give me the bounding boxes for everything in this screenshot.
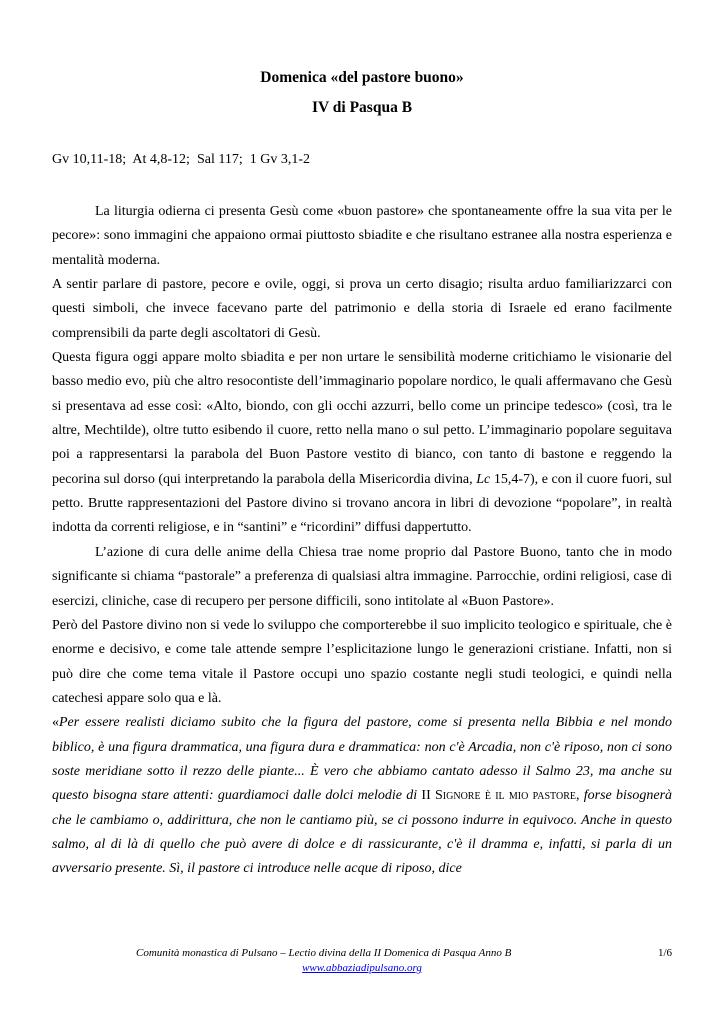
paragraph-3: Questa figura oggi appare molto sbiadita e per non urtare le sensibilità moderne critichiamo le visionarie del basso medio evo, più che altro resocontiste dell’immaginario popolare nordico, le quali affermavano che Gesù si presentava ad esse così: «Alto, biondo, con gli occhi azzurri, bello come un principe tedesco» (così, tra le altre, Mechtilde), oltre tutto esibendo il cuore, retto nella mano o sul petto. L’immaginario popolare seguitava poi a rappresentarsi la parabola del Buon Pastore vestito di bianco, con tanto di bastone e reggendo la pecorina sul dorso (qui interpretando la parabola della Misericordia divina, Lc 15,4-7), e con il cuore fuori, sul petto. Brutte rappresentazioni del Pastore divino si trovano ancora in libri di devozione “popolare”, in realtà indotta da correnti religiose, e in “santini” e “ricordini” diffusi dappertutto.	[52, 350, 673, 536]
reference-epistle: 1 Gv 3,1-2	[249, 152, 310, 167]
website-link[interactable]: www.abbaziadipulsano.org	[302, 962, 422, 974]
paragraph-4: L’azione di cura delle anime della Chiesa trae nome proprio dal Pastore Buono, tanto che in modo significante si chiama “pastorale” a preferenza di qualsiasi altra immagine. Parrocchie, ordini religiosi, case di esercizi, cliniche, case di recupero per persone difficili, sono intitolate al «Buon Pastore».	[52, 544, 672, 609]
footer-text: Comunità monastica di Pulsano – Lectio divina della II Domenica di Pasqua Anno B	[136, 947, 512, 959]
psalm-title: II Signore è il mio pastore	[421, 788, 576, 804]
page-number: 1/6	[657, 947, 672, 959]
page-subtitle: IV di Pasqua B	[311, 99, 413, 116]
paragraph-5: Però del Pastore divino non si vede lo sviluppo che comporterebbe il suo implicito teologico e spirituale, che è enorme e decisivo, e come tale attende sempre l’esplicitazione lungo le generazioni cristiane. Infatti, non si può dire che come tema vitale il Pastore occupi uno spazio costante negli studi teologici, e quindi nella catechesi appare solo qua e là.	[52, 617, 672, 706]
paragraph-2: A sentir parlare di pastore, pecore e ovile, oggi, si prova un certo disagio; risulta arduo familiarizzarci con questi simboli, che invece facevano parte del patrimonio e della storia di Israele ed erano facilmente comprensibili da parte degli ascoltatori di Gesù.	[52, 277, 672, 341]
page-title: Domenica «del pastore buono»	[260, 69, 464, 86]
reference-acts: At 4,8-12;	[132, 152, 190, 167]
reference-gospel: Gv 10,11-18;	[52, 152, 127, 167]
reference-psalm: Sal 117;	[196, 152, 243, 167]
book-reference: Lc	[476, 471, 491, 487]
body-text	[52, 200, 672, 882]
scripture-references	[52, 152, 310, 168]
paragraph-1: La liturgia odierna ci presenta Gesù come «buon pastore» che spontaneamente offre la sua vita per le pecore»: sono immagini che appaiono ormai piuttosto sbiadite e che risultano estranee alla nostra esperienza e mentalità moderna.	[52, 204, 672, 268]
quotation-paragraph: «Per essere realisti diciamo subito che la figura del pastore, come si presenta nella Bibbia e nel mondo biblico, è una figura drammatica, una figura dura e drammatica: non c'è Arcadia, non c'è riposo, non ci sono soste meridiane sotto il rezzo delle piante... È vero che abbiamo cantato adesso il Salmo 23, ma anche su questo bisogna stare attenti: guardiamoci dalle dolci melodie di II Signore è il mio pastore, forse bisognerà che le cambiamo o, addirittura, che non le cantiamo più, se ci possono indurre in equivoco. Anche in questo salmo, al di là di quello che può avere di dolce e di rassicurante, c'è il dramma e, infatti, si parla di un avversario presente. Sì, il pastore ci introduce nelle acque di riposo, dice	[52, 715, 673, 877]
